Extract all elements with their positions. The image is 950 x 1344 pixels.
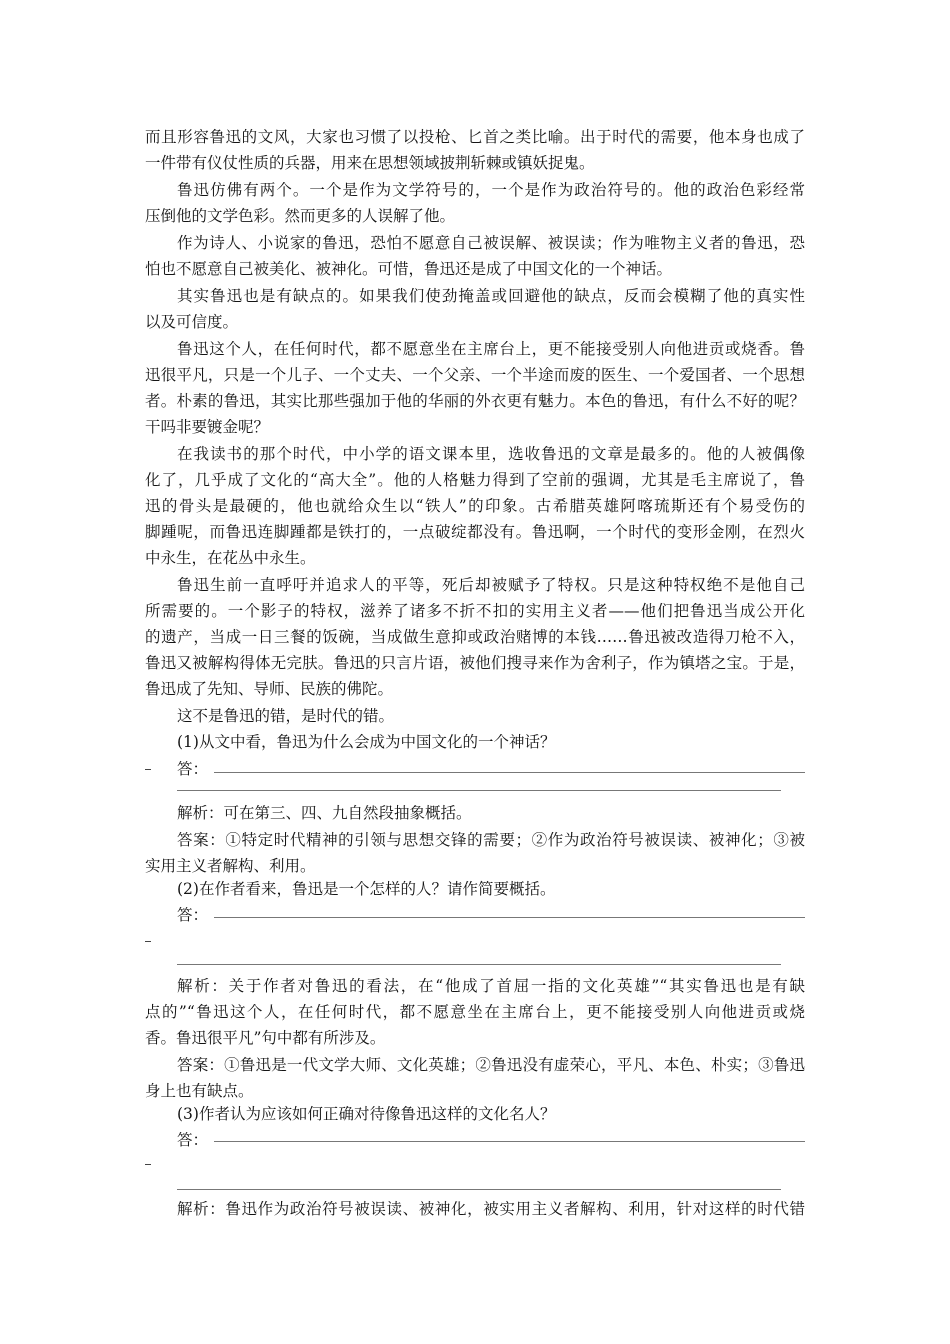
text-line: 迅的骨头是最硬的，他也就给众生以“铁人”的印象。古希腊英雄阿喀琉斯还有个易受伤的 [145, 497, 805, 515]
text-line: 脚踵呢，而鲁迅连脚踵都是铁打的，一点破绽都没有。鲁迅啊，一个时代的变形金刚，在烈火 [145, 523, 805, 541]
text-line: 压倒他的文学色彩。然而更多的人误解了他。 [145, 207, 456, 225]
text-line: 鲁迅成了先知、导师、民族的佛陀。 [145, 680, 394, 698]
answer-text: 答案：①特定时代精神的引领与思想交锋的需要；②作为政治符号被误读、被神化；③被 [177, 831, 805, 849]
answer-blank[interactable] [214, 772, 805, 773]
text-line: 所需要的。一个影子的特权，滋养了诸多不折不扣的实用主义者——他们把鲁迅当成公开化 [145, 602, 805, 620]
text-line: 鲁迅生前一直呼吁并追求人的平等，死后却被赋予了特权。只是这种特权绝不是他自己 [177, 576, 805, 594]
answer-blank[interactable] [177, 790, 781, 791]
text-line: 化了，几乎成了文化的“高大全”。他的人格魅力得到了空前的强调，尤其是毛主席说了，鲁 [145, 471, 805, 489]
analysis-text: 点的”“鲁迅这个人，在任何时代，都不愿意坐在主席台上，更不能接受别人向他进贡或烧 [145, 1003, 805, 1021]
answer-text: 身上也有缺点。 [145, 1082, 254, 1100]
line-dash [145, 769, 151, 770]
text-line: 其实鲁迅也是有缺点的。如果我们使劲掩盖或回避他的缺点，反而会模糊了他的真实性 [177, 287, 805, 305]
answer-label: 答： [177, 906, 209, 924]
text-line: 迅很平凡，只是一个儿子、一个丈夫、一个父亲、一个半途而废的医生、一个爱国者、一个思想 [145, 366, 805, 384]
answer-label: 答： [177, 1131, 209, 1149]
answer-blank[interactable] [177, 1189, 781, 1190]
text-line: 鲁迅这个人，在任何时代，都不愿意坐在主席台上，更不能接受别人向他进贡或烧香。鲁 [177, 340, 805, 358]
text-line: 一件带有仪仗性质的兵器，用来在思想领域披荆斩棘或镇妖捉鬼。 [145, 154, 595, 172]
text-line: 这不是鲁迅的错，是时代的错。 [177, 707, 395, 725]
text-line: 而且形容鲁迅的文风，大家也习惯了以投枪、匕首之类比喻。出于时代的需要，他本身也成了 [145, 128, 805, 146]
text-line: 怕也不愿意自己被美化、被神化。可惜，鲁迅还是成了中国文化的一个神话。 [145, 260, 673, 278]
line-dash [145, 941, 151, 942]
analysis-text: 解析：鲁迅作为政治符号被误读、被神化，被实用主义者解构、利用，针对这样的时代错 [177, 1200, 805, 1218]
text-line: 以及可信度。 [145, 313, 239, 331]
question-prompt: (1)从文中看，鲁迅为什么会成为中国文化的一个神话？ [177, 733, 556, 751]
answer-blank[interactable] [177, 964, 781, 965]
line-dash [145, 1164, 151, 1165]
text-line: 的遗产，当成一日三餐的饭碗，当成做生意抑或政治赌博的本钱……鲁迅被改造得刀枪不入， [145, 628, 805, 646]
text-line: 中永生，在花丛中永生。 [145, 549, 316, 567]
answer-text: 实用主义者解构、利用。 [145, 857, 316, 875]
text-line: 鲁迅仿佛有两个。一个是作为文学符号的，一个是作为政治符号的。他的政治色彩经常 [177, 181, 805, 199]
question-prompt: (3)作者认为应该如何正确对待像鲁迅这样的文化名人？ [177, 1105, 556, 1123]
answer-label: 答： [177, 760, 209, 778]
text-line: 鲁迅又被解构得体无完肤。鲁迅的只言片语，被他们搜寻来作为舍利子，作为镇塔之宝。于是， [145, 654, 805, 672]
text-line: 干吗非要镀金呢？ [145, 418, 270, 436]
answer-text: 答案：①鲁迅是一代文学大师、文化英雄；②鲁迅没有虚荣心，平凡、本色、朴实；③鲁迅 [177, 1056, 805, 1074]
analysis-text: 解析：可在第三、四、九自然段抽象概括。 [177, 804, 472, 822]
answer-blank[interactable] [214, 917, 805, 918]
answer-blank[interactable] [214, 1141, 805, 1142]
text-line: 在我读书的那个时代，中小学的语文课本里，选收鲁迅的文章是最多的。他的人被偶像 [177, 445, 805, 463]
question-prompt: (2)在作者看来，鲁迅是一个怎样的人？请作简要概括。 [177, 880, 556, 898]
analysis-text: 香。鲁迅很平凡”句中都有所涉及。 [145, 1029, 386, 1047]
analysis-text: 解析：关于作者对鲁迅的看法，在“他成了首屈一指的文化英雄”“其实鲁迅也是有缺 [177, 977, 805, 995]
text-line: 作为诗人、小说家的鲁迅，恐怕不愿意自己被误解、被误读；作为唯物主义者的鲁迅，恐 [177, 234, 805, 252]
text-line: 者。朴素的鲁迅，其实比那些强加于他的华丽的外衣更有魅力。本色的鲁迅，有什么不好的呢？ [145, 392, 805, 410]
